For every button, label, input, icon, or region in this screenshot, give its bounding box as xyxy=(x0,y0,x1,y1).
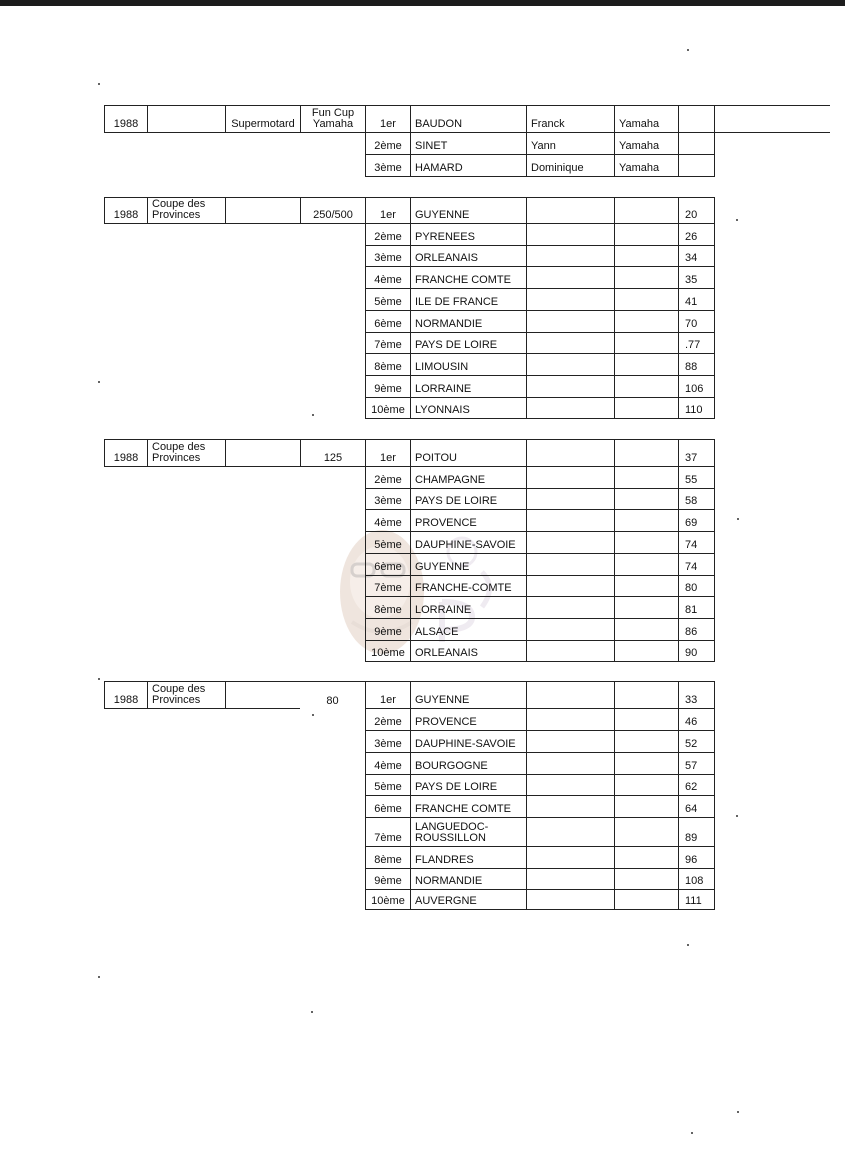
place-cell: 5ème xyxy=(365,775,410,796)
team-name-cell: POITOU xyxy=(410,439,526,467)
event-line-2: Provinces xyxy=(152,209,201,221)
empty-cell xyxy=(614,619,678,641)
empty-cell xyxy=(614,224,678,246)
place-cell: 6ème xyxy=(365,796,410,818)
empty-cell xyxy=(526,818,614,847)
team-name-cell: DAUPHINE-SAVOIE xyxy=(410,731,526,753)
team-name-cell: LIMOUSIN xyxy=(410,354,526,376)
place-cell: 4ème xyxy=(365,267,410,289)
empty-cell xyxy=(614,818,678,847)
empty-cell xyxy=(526,890,614,910)
category-cell xyxy=(225,439,300,467)
empty-cell xyxy=(614,439,678,467)
event-line-1: Coupe des xyxy=(152,198,206,210)
empty-cell xyxy=(526,847,614,869)
place-cell: 10ème xyxy=(365,641,410,662)
place-cell: 3ème xyxy=(365,246,410,267)
scan-speck xyxy=(687,49,689,51)
points-cell: 80 xyxy=(678,576,715,597)
class-cell: 250/500 xyxy=(300,197,365,224)
team-name-cell: DAUPHINE-SAVOIE xyxy=(410,532,526,554)
event-cell xyxy=(147,197,225,224)
scan-speck xyxy=(98,678,100,680)
event-cell xyxy=(147,105,225,133)
event-cell xyxy=(147,681,225,709)
scan-speck xyxy=(98,976,100,978)
class-line-2: Yamaha xyxy=(312,118,354,130)
empty-cell xyxy=(526,681,614,709)
class-cell: 125 xyxy=(300,439,365,467)
points-cell xyxy=(678,105,715,133)
empty-cell xyxy=(614,289,678,311)
scan-speck xyxy=(736,219,738,221)
event-line-1: Coupe des xyxy=(152,683,206,695)
scan-speck xyxy=(311,1011,313,1013)
points-cell: 74 xyxy=(678,532,715,554)
team-name-cell: PROVENCE xyxy=(410,510,526,532)
scan-speck xyxy=(736,815,738,817)
team-name-cell: LORRAINE xyxy=(410,597,526,619)
team-name-cell: PROVENCE xyxy=(410,709,526,731)
category-cell xyxy=(225,197,300,224)
place-cell: 6ème xyxy=(365,311,410,333)
empty-cell xyxy=(526,641,614,662)
empty-cell xyxy=(614,796,678,818)
empty-cell xyxy=(614,267,678,289)
scan-speck xyxy=(691,1132,693,1134)
category-cell: Supermotard xyxy=(225,105,300,133)
rider-name-cell: SINET xyxy=(410,133,526,155)
points-cell: 89 xyxy=(678,818,715,847)
empty-cell xyxy=(614,246,678,267)
rider-name-cell: HAMARD xyxy=(410,155,526,177)
event-line-1: Coupe des xyxy=(152,441,206,453)
place-cell: 5ème xyxy=(365,532,410,554)
empty-cell xyxy=(614,890,678,910)
team-name-cell: NORMANDIE xyxy=(410,869,526,890)
empty-cell xyxy=(526,398,614,419)
place-cell: 4ème xyxy=(365,753,410,775)
rider-name-cell: BAUDON xyxy=(410,105,526,133)
place-cell: 7ème xyxy=(365,576,410,597)
team-name-cell: CHAMPAGNE xyxy=(410,467,526,489)
empty-cell xyxy=(614,197,678,224)
points-cell: 106 xyxy=(678,376,715,398)
points-cell xyxy=(678,133,715,155)
points-cell: 64 xyxy=(678,796,715,818)
empty-cell xyxy=(614,731,678,753)
place-cell: 1er xyxy=(365,105,410,133)
place-cell: 8ème xyxy=(365,597,410,619)
empty-cell xyxy=(526,246,614,267)
bike-cell: Yamaha xyxy=(614,155,678,177)
rider-firstname-cell: Dominique xyxy=(526,155,614,177)
empty-cell xyxy=(526,267,614,289)
team-name-cell: FLANDRES xyxy=(410,847,526,869)
place-cell: 9ème xyxy=(365,869,410,890)
empty-cell xyxy=(526,489,614,510)
points-cell: 111 xyxy=(678,890,715,910)
year-cell: 1988 xyxy=(104,105,147,133)
team-name-cell: GUYENNE xyxy=(410,554,526,576)
empty-cell xyxy=(614,333,678,354)
place-cell: 9ème xyxy=(365,619,410,641)
place-cell: 1er xyxy=(365,197,410,224)
empty-cell xyxy=(526,289,614,311)
empty-cell xyxy=(614,467,678,489)
points-cell: 96 xyxy=(678,847,715,869)
class-line-1: Fun Cup xyxy=(311,107,355,119)
empty-cell xyxy=(526,439,614,467)
scan-speck xyxy=(98,83,100,85)
scan-speck xyxy=(312,714,314,716)
empty-cell xyxy=(614,554,678,576)
team-name-cell: NORMANDIE xyxy=(410,311,526,333)
empty-cell xyxy=(526,619,614,641)
empty-cell xyxy=(526,775,614,796)
points-cell: 88 xyxy=(678,354,715,376)
points-cell: 33 xyxy=(678,681,715,709)
place-cell: 1er xyxy=(365,439,410,467)
empty-cell xyxy=(526,576,614,597)
points-cell: 57 xyxy=(678,753,715,775)
place-cell: 8ème xyxy=(365,354,410,376)
points-cell: 35 xyxy=(678,267,715,289)
team-name-cell: BOURGOGNE xyxy=(410,753,526,775)
team-name-cell: ORLEANAIS xyxy=(410,641,526,662)
empty-cell xyxy=(526,532,614,554)
team-name-cell: AUVERGNE xyxy=(410,890,526,910)
empty-cell xyxy=(526,510,614,532)
scan-speck xyxy=(737,1111,739,1113)
team-name-cell: FRANCHE-COMTE xyxy=(410,576,526,597)
points-cell: 20 xyxy=(678,197,715,224)
year-cell: 1988 xyxy=(104,439,147,467)
empty-cell xyxy=(614,753,678,775)
empty-cell xyxy=(614,398,678,419)
team-name-cell: PAYS DE LOIRE xyxy=(410,775,526,796)
scan-speck xyxy=(737,518,739,520)
points-cell: 110 xyxy=(678,398,715,419)
place-cell: 3ème xyxy=(365,489,410,510)
place-cell: 7ème xyxy=(365,818,410,847)
year-cell: 1988 xyxy=(104,681,147,709)
team-name-cell: PAYS DE LOIRE xyxy=(410,333,526,354)
rider-firstname-cell: Franck xyxy=(526,105,614,133)
empty-cell xyxy=(614,489,678,510)
team-name-cell: ORLEANAIS xyxy=(410,246,526,267)
points-cell: 46 xyxy=(678,709,715,731)
empty-cell xyxy=(526,354,614,376)
scan-top-edge xyxy=(0,0,845,6)
points-cell: 62 xyxy=(678,775,715,796)
team-name-cell: GUYENNE xyxy=(410,681,526,709)
bike-cell: Yamaha xyxy=(614,133,678,155)
points-cell: 70 xyxy=(678,311,715,333)
team-name-cell: GUYENNE xyxy=(410,197,526,224)
place-cell: 4ème xyxy=(365,510,410,532)
empty-cell xyxy=(614,376,678,398)
empty-cell xyxy=(614,510,678,532)
empty-cell xyxy=(526,311,614,333)
team-name-cell: PYRENEES xyxy=(410,224,526,246)
empty-cell xyxy=(526,197,614,224)
empty-cell xyxy=(526,554,614,576)
points-cell: 34 xyxy=(678,246,715,267)
team-name-cell: LYONNAIS xyxy=(410,398,526,419)
place-cell: 3ème xyxy=(365,731,410,753)
category-cell xyxy=(225,681,300,709)
points-cell: 108 xyxy=(678,869,715,890)
empty-cell xyxy=(614,869,678,890)
event-cell xyxy=(147,439,225,467)
class-cell xyxy=(300,105,365,133)
points-cell xyxy=(678,155,715,177)
bike-cell: Yamaha xyxy=(614,105,678,133)
place-cell: 2ème xyxy=(365,224,410,246)
place-cell: 3ème xyxy=(365,155,410,177)
empty-cell xyxy=(526,731,614,753)
empty-cell xyxy=(526,333,614,354)
scan-speck xyxy=(687,944,689,946)
team-name-cell: FRANCHE COMTE xyxy=(410,796,526,818)
empty-cell xyxy=(614,847,678,869)
place-cell: 9ème xyxy=(365,376,410,398)
team-name-cell: LORRAINE xyxy=(410,376,526,398)
place-cell: 7ème xyxy=(365,333,410,354)
event-line-2: Provinces xyxy=(152,694,201,706)
scan-speck xyxy=(312,414,314,416)
class-cell: 80 xyxy=(300,681,365,709)
points-cell: 81 xyxy=(678,597,715,619)
team-name-cell: ILE DE FRANCE xyxy=(410,289,526,311)
empty-cell xyxy=(526,753,614,775)
points-cell: 52 xyxy=(678,731,715,753)
empty-cell xyxy=(526,376,614,398)
empty-cell xyxy=(614,354,678,376)
points-cell: 86 xyxy=(678,619,715,641)
place-cell: 5ème xyxy=(365,289,410,311)
empty-cell xyxy=(614,532,678,554)
empty-cell xyxy=(526,709,614,731)
empty-cell xyxy=(526,597,614,619)
empty-cell xyxy=(526,224,614,246)
empty-cell xyxy=(614,597,678,619)
empty-cell xyxy=(614,709,678,731)
team-name-cell: FRANCHE COMTE xyxy=(410,267,526,289)
empty-cell xyxy=(614,775,678,796)
points-cell: 58 xyxy=(678,489,715,510)
team-name-cell: PAYS DE LOIRE xyxy=(410,489,526,510)
scan-speck xyxy=(98,381,100,383)
team-name-cell xyxy=(410,818,526,847)
empty-cell xyxy=(614,641,678,662)
place-cell: 10ème xyxy=(365,890,410,910)
empty-cell xyxy=(614,576,678,597)
year-cell: 1988 xyxy=(104,197,147,224)
place-cell: 10ème xyxy=(365,398,410,419)
points-cell: 26 xyxy=(678,224,715,246)
place-cell: 1er xyxy=(365,681,410,709)
empty-cell xyxy=(614,311,678,333)
team-name-line-2: ROUSSILLON xyxy=(415,832,486,844)
place-cell: 2ème xyxy=(365,133,410,155)
event-line-2: Provinces xyxy=(152,452,201,464)
empty-cell xyxy=(526,869,614,890)
empty-cell xyxy=(614,681,678,709)
points-cell: 74 xyxy=(678,554,715,576)
points-cell: 55 xyxy=(678,467,715,489)
rider-firstname-cell: Yann xyxy=(526,133,614,155)
empty-extra-cell xyxy=(715,105,830,133)
place-cell: 2ème xyxy=(365,709,410,731)
team-name-cell: ALSACE xyxy=(410,619,526,641)
points-cell: 69 xyxy=(678,510,715,532)
empty-cell xyxy=(526,467,614,489)
points-cell: .77 xyxy=(678,333,715,354)
team-name-line-1: LANGUEDOC- xyxy=(415,821,489,833)
points-cell: 90 xyxy=(678,641,715,662)
points-cell: 37 xyxy=(678,439,715,467)
points-cell: 41 xyxy=(678,289,715,311)
place-cell: 2ème xyxy=(365,467,410,489)
empty-cell xyxy=(526,796,614,818)
place-cell: 6ème xyxy=(365,554,410,576)
place-cell: 8ème xyxy=(365,847,410,869)
